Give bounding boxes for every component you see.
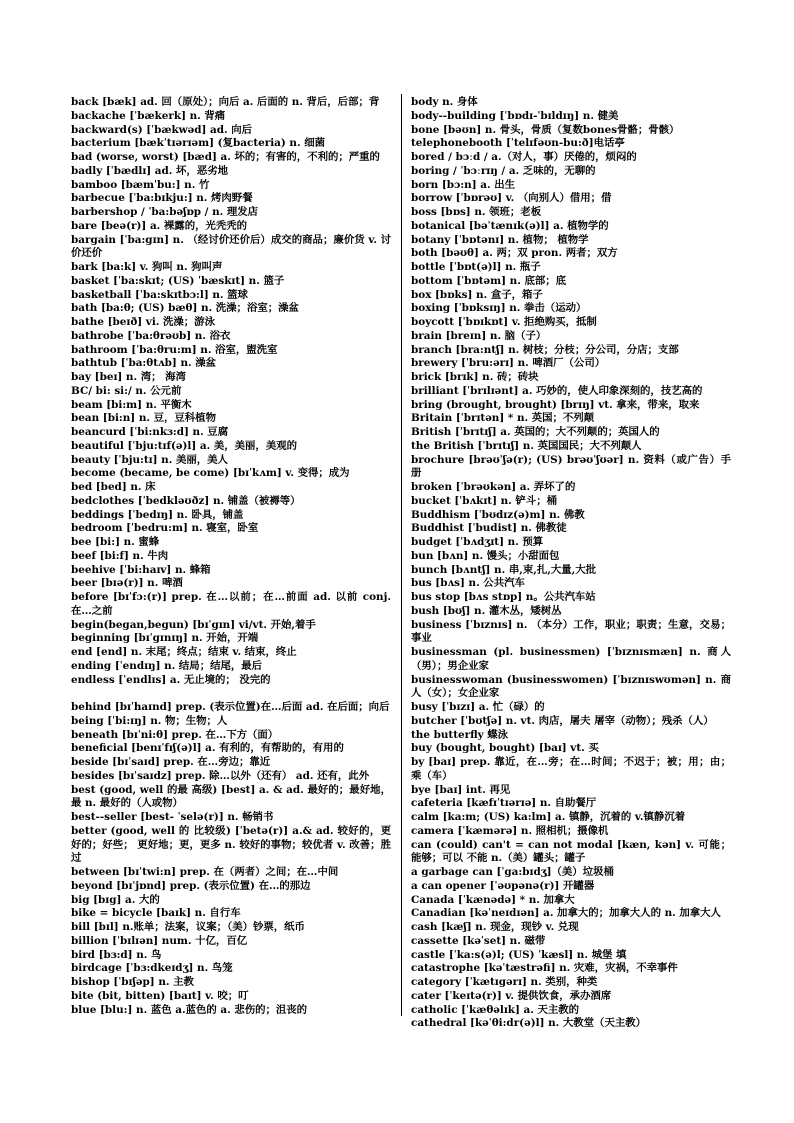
vocab-entry: botanical [bəˈtænɪk(ə)l] a. 植物学的: [411, 219, 609, 232]
vocab-entry: bathe [beɪð] vi. 洗澡；游泳: [71, 316, 215, 328]
vocab-entry: brilliant [ˈbrɪlɪənt] a. 巧妙的，使人印象深刻的，技艺高的: [411, 384, 703, 397]
vocab-entry: bargain [ˈba:gɪn] n. （经讨价还价后）成交的商品；廉价货 v. 讨价还价: [71, 233, 391, 260]
vocab-entry: beauty [ˈbju:tɪ] n. 美丽，美人: [71, 453, 228, 466]
vocab-entry: brewery [ˈbru:ərɪ] n. 啤酒厂（公司）: [411, 357, 606, 370]
vocab-entry: bored / bɔːd / a.（对人，事）厌倦的，烦闷的: [411, 151, 637, 163]
vocab-entry: back [bæk] ad. 回（原处）；向后 a. 后面的 n. 背后，后部；背: [71, 96, 380, 108]
vocab-entry: a can opener [ˈəʊpənə(r)] 开罐器: [411, 879, 595, 892]
vocab-entry: basket [ˈba:skɪt; (US) ˈbæskɪt] n. 篮子: [71, 274, 285, 287]
vocab-entry: bite (bit, bitten) [baɪt] v. 咬；叮: [71, 989, 249, 1002]
vocab-entry: can (could) can't = can not modal [kæn, kən] v. 可能；能够；可以 不能 n.（美）罐头；罐子: [411, 838, 731, 865]
vocab-entry: beehive [ˈbi:haɪv] n. 蜂箱: [71, 563, 211, 576]
vocab-entry: bath [ba:θ; (US) bæθ] n. 洗澡；浴室；澡盆: [71, 302, 299, 315]
vocab-entry: bean [bi:n] n. 豆，豆科植物: [71, 412, 216, 425]
vocab-entry: big [bɪg] a. 大的: [71, 893, 160, 906]
vocab-entry: busy [ˈbɪzɪ] a. 忙（碌）的: [411, 701, 545, 713]
vocab-entry: British [ˈbrɪtɪʃ] a. 英国的；大不列颠的；英国人的: [411, 426, 660, 438]
vocab-entry: billion [ˈbɪlɪən] num. 十亿，百亿: [71, 934, 248, 947]
vocab-entry: cafeteria [kæfɪˈtɪərɪə] n. 自助餐厅: [411, 797, 597, 810]
vocab-entry: brochure [brəʊˈʃə(r); (US) brəʊˈʃʊər] n. 资料（或广告）手册: [411, 453, 731, 480]
vocab-entry: bunch [bʌntʃ] n. 串,束,扎,大量,大批: [411, 563, 597, 576]
vocab-entry: being [ˈbi:ɪŋ] n. 物；生物；人: [71, 714, 228, 727]
vocab-entry: bike = bicycle [baɪk] n. 自行车: [71, 907, 241, 920]
vocab-entry: castle [ˈka:s(ə)l; (US) ˈkæsl] n. 城堡 填: [411, 948, 627, 961]
vocab-entry: a garbage can [ˈga:bɪdʒ]（美）垃圾桶: [411, 866, 614, 878]
vocab-entry: brain [breɪn] n. 脑（子）: [411, 329, 547, 342]
vocab-entry: the British [ˈbrɪtɪʃ] n. 英国国民；大不列颠人: [411, 439, 642, 452]
vocab-entry: bye [baɪ] int. 再见: [411, 783, 511, 796]
vocab-entry: bottle [ˈbɒt(ə)l] n. 瓶子: [411, 261, 541, 273]
vocab-entry: bathrobe [ˈba:θrəʊb] n. 浴衣: [71, 329, 231, 342]
vocab-entry: bus stop [bʌs stɒp] n。公共汽车站: [411, 591, 596, 603]
vocab-entry: beneath [bɪˈni:θ] prep. 在…下方（面）: [71, 728, 279, 741]
vocab-entry: beneficial [benɪˈfɪʃ(ə)l] a. 有利的，有帮助的，有用的: [71, 742, 344, 755]
vocab-entry: bill [bɪl] n.账单；法案，议案；（美）钞票，纸币: [71, 921, 305, 933]
vocab-entry: bush [bʊʃ] n. 灌木丛，矮树丛: [411, 604, 562, 617]
vocab-entry: blue [blu:] n. 蓝色 a.蓝色的 a. 悲伤的；沮丧的: [71, 1003, 308, 1016]
vocab-entry: birdcage [ˈbɜ:dkeɪdʒ] n. 鸟笼: [71, 962, 233, 975]
vocab-entry: badly [ˈbædlɪ] ad. 坏，恶劣地: [71, 164, 228, 177]
vocab-entry: the butterfly 蝶泳: [411, 728, 509, 741]
vocab-entry: end [end] n. 末尾；终点；结束 v. 结束，终止: [71, 646, 297, 658]
vocab-entry: camera [ˈkæmərə] n. 照相机；摄像机: [411, 824, 609, 837]
vocab-entry: between [bɪˈtwi:n] prep. 在（两者）之间；在…中间: [71, 866, 339, 878]
vocab-entry: bee [bi:] n. 蜜蜂: [71, 536, 160, 548]
vocab-entry: cater [ˈkeɪtə(r)] v. 提供饮食，承办酒席: [411, 989, 612, 1002]
vocab-entry: buy (bought, bought) [baɪ] vt. 买: [411, 742, 599, 755]
vocab-entry: backward(s) [ˈbækwəd] ad. 向后: [71, 123, 253, 136]
vocab-entry: beddings [ˈbedɪŋ] n. 卧具，铺盖: [71, 508, 244, 521]
vocab-entry: Canada [ˈkænədə] * n. 加拿大: [411, 893, 575, 906]
vocab-entry: category [ˈkætɪgərɪ] n. 类别，种类: [411, 976, 598, 988]
vocab-entry: bathroom [ˈba:θru:m] n. 浴室，盥洗室: [71, 343, 278, 356]
vocab-entry: businessman (pl. businessmen) [ˈbɪznɪsmæn] n. 商人（男）；男企业家: [411, 646, 731, 672]
vocab-entry: bus [bʌs] n. 公共汽车: [411, 577, 525, 590]
vocab-entry: by [baɪ] prep. 靠近，在…旁；在…时间；不迟于；被；用；由；乘（车）: [411, 756, 731, 782]
vocab-entry: Britain [ˈbrɪtən] * n. 英国；不列颠: [411, 412, 595, 425]
vocab-entry: boxing [ˈbɒksɪŋ] n. 拳击（运动）: [411, 302, 587, 315]
vocab-entry: bed [bed] n. 床: [71, 481, 156, 493]
vocab-entry: butcher [ˈbʊtʃə] n. vt. 肉店，屠夫 屠宰（动物）；残杀（人）: [411, 714, 714, 727]
vocab-entry: bird [bɜ:d] n. 鸟: [71, 948, 162, 961]
vocab-entry: catastrophe [kəˈtæstrəfi] n. 灾难，灾祸，不幸事件: [411, 962, 678, 975]
vocab-entry: beer [bɪə(r)] n. 啤酒: [71, 577, 183, 590]
vocab-entry: begin(began,begun) [bɪˈgɪn] vi/vt. 开始,着手: [71, 618, 316, 631]
vocab-entry: bone [bəʊn] n. 骨头，骨质（复数bones骨骼；骨骸）: [411, 123, 680, 136]
vocab-entry: bedroom [ˈbedru:m] n. 寝室，卧室: [71, 522, 259, 535]
vocab-entry: bathtub [ˈba:θtʌb] n. 澡盆: [71, 357, 217, 370]
vocab-entry: beyond [bɪˈjɒnd] prep. (表示位置) 在…的那边: [71, 879, 311, 892]
vocab-entry: cathedral [kəˈθi:dr(ə)l] n. 大教堂（天主教）: [411, 1017, 647, 1030]
vocab-entry: telephonebooth [ˈtelɪfəʊn-bu:ð]电话亭: [411, 137, 625, 150]
vocab-entry: bare [beə(r)] a. 裸露的，光秃秃的: [71, 219, 248, 232]
vocab-entry: body n. 身体: [411, 96, 478, 108]
vocab-entry: cash [kæʃ] n. 现金，现钞 v. 兑现: [411, 921, 579, 933]
vocab-entry: basketball [ˈba:skɪtbɔ:l] n. 篮球: [71, 288, 248, 301]
vocab-entry: Buddhist [ˈbudist] n. 佛教徒: [411, 522, 567, 535]
vocab-entry: bad (worse, worst) [bæd] a. 坏的；有害的，不利的；严重的: [71, 151, 380, 163]
vocabulary-column-left: [71, 96, 391, 1017]
vocab-entry: besides [bɪˈsaɪdz] prep. 除…以外（还有） ad. 还有，此外: [71, 769, 370, 782]
vocab-entry: body--building [ˈbɒdɪ-ˈbɪldɪŋ] n. 健美: [411, 109, 619, 122]
vocab-entry: before [bɪˈfɔ:(r)] prep. 在…以前；在…前面 ad. 以前 conj. 在…之前: [71, 591, 391, 617]
vocab-entry: beef [bi:f] n. 牛肉: [71, 549, 169, 562]
vocab-entry: cassette [kəˈset] n. 磁带: [411, 934, 546, 947]
vocab-entry: boring / ˈbɔːrɪŋ / a. 乏味的，无聊的: [411, 164, 596, 177]
vocab-entry: beam [bi:m] n. 平衡木: [71, 398, 192, 411]
vocab-entry: bay [beɪ] n. 湾； 海湾: [71, 371, 186, 383]
vocab-entry: backache [ˈbækerk] n. 背痛: [71, 109, 226, 122]
vocab-entry: ending [ˈendɪŋ] n. 结局；结尾，最后: [71, 659, 263, 672]
vocab-entry: both [bəʊθ] a. 两；双 pron. 两者；双方: [411, 247, 618, 260]
vocab-entry: barbershop / ˈba:bəʃɒp / n. 理发店: [71, 206, 259, 218]
vocab-entry: bottom [ˈbɒtəm] n. 底部；底: [411, 274, 567, 287]
vocab-entry: bring (brought, brought) [brɪŋ] vt. 拿来，带来，取来: [411, 398, 700, 411]
vocab-entry: bacterium [bækˈtɪərɪəm] (复bacteria) n. 细菌: [71, 137, 325, 150]
vocab-entry: boycott [ˈbɒɪkɒt] v. 拒绝购买，抵制: [411, 316, 597, 328]
vocab-entry: branch [bra:ntʃ] n. 树枝；分枝；分公司，分店；支部: [411, 343, 679, 356]
vocab-entry: bun [bʌn] n. 馒头；小甜面包: [411, 549, 560, 562]
vocab-entry: broken [ˈbrəʊkən] a. 弄坏了的: [411, 481, 576, 493]
column-divider: [401, 94, 402, 1016]
vocab-entry: bucket [ˈbʌkɪt] n. 铲斗；桶: [411, 494, 557, 507]
vocab-entry: catholic [ˈkæθəlɪk] a. 天主教的: [411, 1003, 580, 1016]
vocab-entry: budget [ˈbʌdʒɪt] n. 预算: [411, 536, 544, 548]
vocab-entry: borrow [ˈbɒrəʊ] v. （向别人）借用；借: [411, 192, 612, 205]
vocab-entry: bark [ba:k] v. 狗叫 n. 狗叫声: [71, 261, 223, 273]
vocab-entry: calm [ka:m; (US) ka:lm] a. 镇静，沉着的 v.镇静沉着: [411, 811, 686, 823]
vocab-entry: beautiful [ˈbju:tɪf(ə)l] a. 美，美丽，美观的: [71, 439, 297, 452]
vocab-entry: best (good, well 的最 高级) [best] a. & ad. 最好的；最好地，最 n. 最好的（人或物）: [71, 783, 391, 810]
vocab-entry: barbecue [ˈba:bɪkju:] n. 烤肉野餐: [71, 192, 253, 205]
vocab-entry: bedclothes [ˈbedkləʊðz] n. 铺盖（被褥等）: [71, 494, 301, 507]
vocab-entry: best--seller [best- ˈselə(r)] n. 畅销书: [71, 811, 274, 823]
vocab-entry: beginning [bɪˈgɪnɪŋ] n. 开始，开端: [71, 632, 259, 645]
vocab-entry: boss [bɒs] n. 领班；老板: [411, 206, 542, 218]
vocab-entry: beancurd [ˈbi:nkɜ:d] n. 豆腐: [71, 426, 229, 438]
vocab-entry: bishop [ˈbɪʃəp] n. 主教: [71, 976, 194, 988]
vocab-entry: brick [brɪk] n. 砖；砖块: [411, 371, 539, 383]
vocab-entry: box [bɒks] n. 盒子，箱子: [411, 288, 543, 301]
vocab-entry: Buddhism [ˈbʊdɪz(ə)m] n. 佛教: [411, 508, 585, 521]
vocab-entry: businesswoman (businesswomen) [ˈbɪznɪswʊmən] n. 商人（女）；女企业家: [411, 673, 731, 700]
vocab-entry: become (became, be come) [bɪˈkʌm] v. 变得；成为: [71, 467, 350, 480]
vocabulary-column-right: [411, 96, 731, 1031]
vocab-entry: BC/ bi: si:/ n. 公元前: [71, 384, 182, 397]
vocab-entry: beside [bɪˈsaɪd] prep. 在…旁边；靠近: [71, 756, 271, 768]
vocab-entry: behind [bɪˈhaɪnd] prep. (表示位置)在…后面 ad. 在后面；向后: [71, 701, 390, 713]
vocab-entry: endless [ˈendlɪs] a. 无止境的； 没完的: [71, 673, 271, 686]
vocab-entry: business [ˈbɪznɪs] n. （本分）工作，职业；职责；生意，交易；事业: [411, 618, 731, 645]
vocab-entry: bamboo [bæmˈbu:] n. 竹: [71, 178, 210, 191]
vocab-entry: botany [ˈbɒtənɪ] n. 植物； 植物学: [411, 233, 589, 246]
vocab-entry: better (good, well 的 比较级) [ˈbetə(r)] a.& ad. 较好的，更好的；好些； 更好地；更，更多 n. 较好的事物；较优者 v. 改善；胜过: [71, 824, 391, 865]
vocab-entry: born [bɔ:n] a. 出生: [411, 178, 516, 191]
vocab-entry: Canadian [kəˈneɪdɪən] a. 加拿大的；加拿大人的 n. 加拿大人: [411, 907, 721, 920]
